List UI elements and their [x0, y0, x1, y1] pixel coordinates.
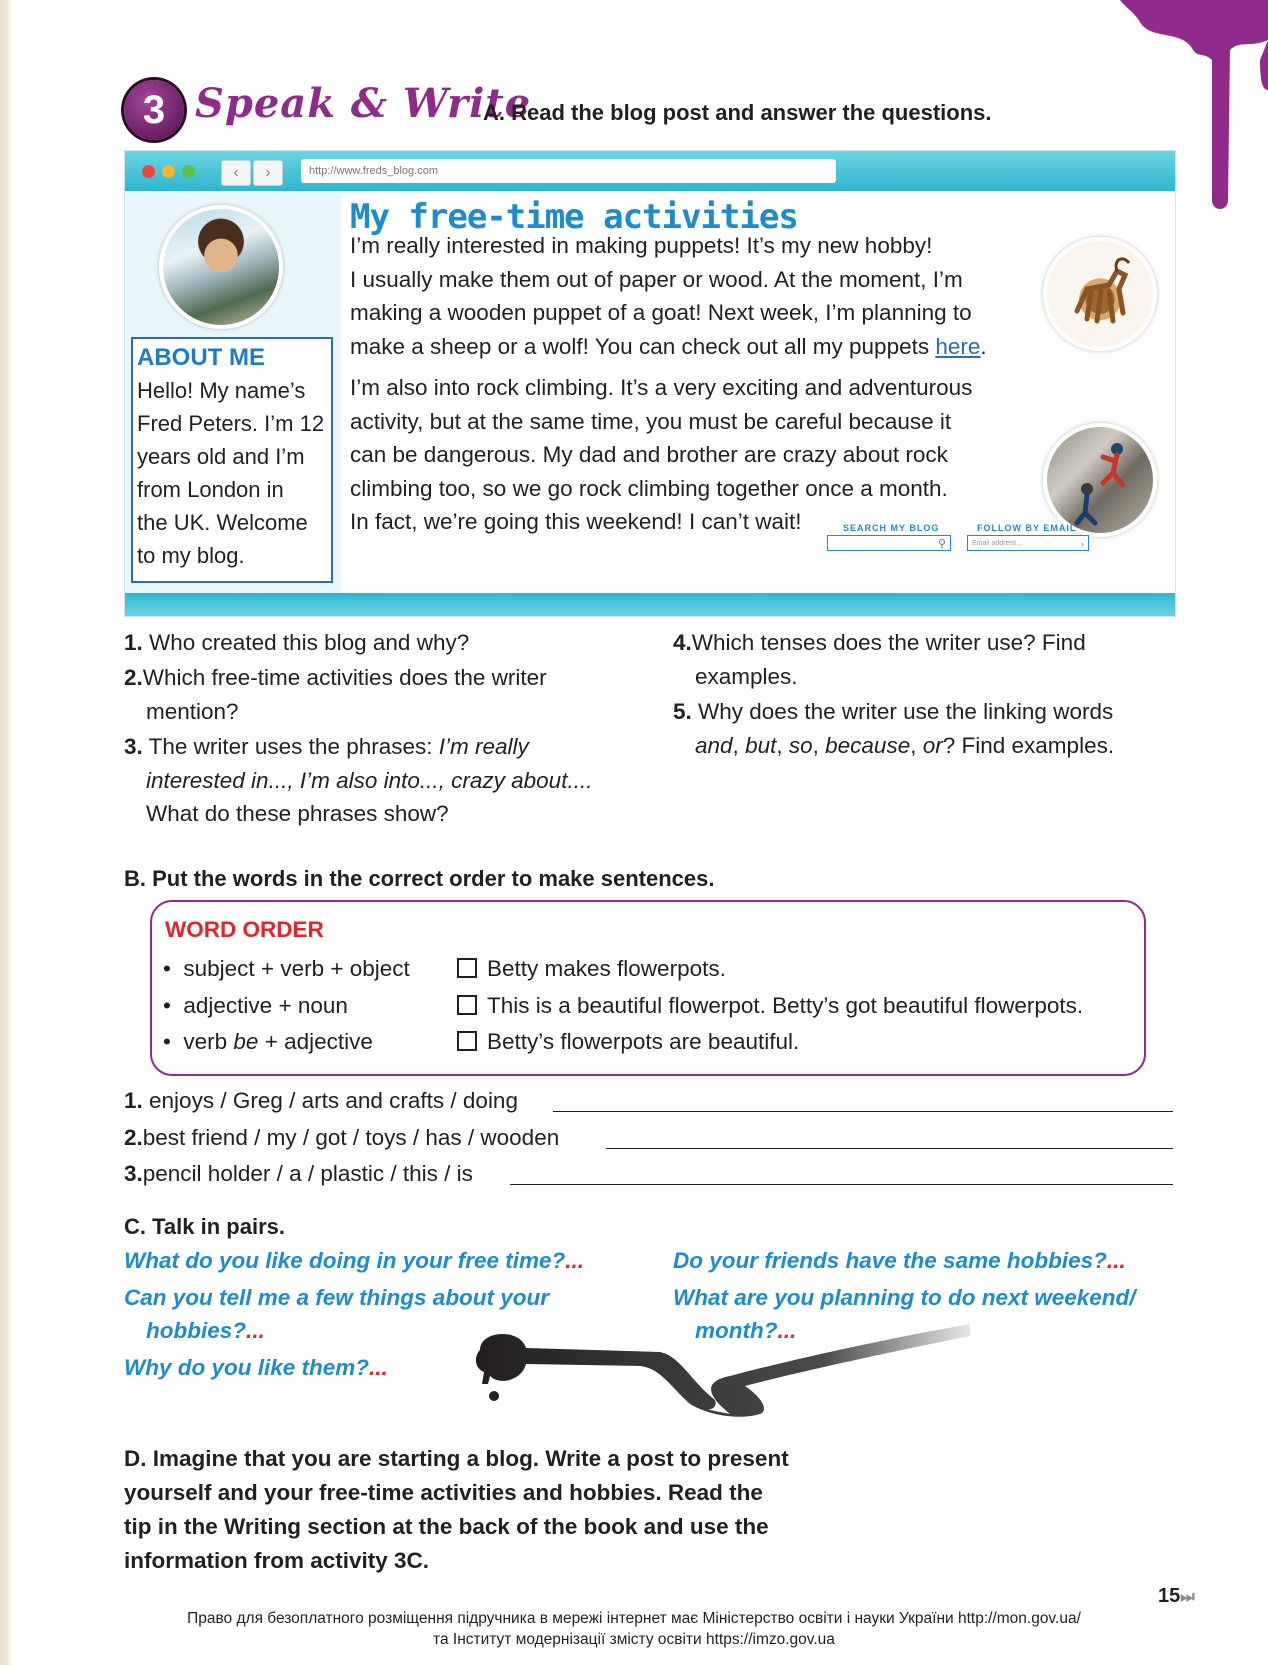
question-text: mention? — [146, 698, 239, 724]
paint-stroke-decoration — [460, 1320, 980, 1420]
back-button[interactable]: ‹ — [221, 160, 251, 186]
question-2 — [124, 661, 644, 728]
task-a-heading: A. Read the blog post and answer the questions. — [483, 100, 992, 125]
email-placeholder: Email address... — [972, 540, 1023, 547]
prompt-text: What are you planning to do next weekend/ — [673, 1285, 1136, 1310]
prompt-dots: ... — [246, 1318, 265, 1343]
prompt-text: What do you like doing in your free time? — [124, 1248, 566, 1273]
prompt-dots: ... — [565, 1248, 585, 1273]
rock-climbing-image — [1043, 423, 1157, 537]
blog-search-input[interactable] — [827, 535, 951, 551]
text-line: I’m also into rock climbing. It’s a very exciting and adventurous — [350, 375, 973, 400]
rule-text-italic: be — [233, 1029, 259, 1054]
task-d-instructions — [124, 1442, 844, 1578]
about-me-line: to my blog. — [137, 543, 245, 568]
text-line: I usually make them out of paper or wood. At the moment, I’m — [350, 266, 963, 292]
search-icon: ⚲ — [937, 538, 946, 550]
linking-word: but — [745, 732, 777, 758]
about-me-line: Fred Peters. I’m 12 — [137, 411, 325, 436]
blog-browser-window — [124, 150, 1176, 617]
exercise-text: best friend / my / got / toys / has / wooden — [142, 1125, 560, 1150]
prompt-text: Why do you like them? — [124, 1355, 370, 1380]
text-line: tip in the Writing section at the back of the book and use the — [124, 1514, 769, 1539]
question-text: Which free-time activities does the writer — [142, 665, 547, 690]
exercise-item — [124, 1125, 559, 1151]
puppets-link[interactable]: here — [935, 333, 981, 359]
talk-prompt — [124, 1244, 584, 1278]
about-me-line: Hello! My name’s — [137, 378, 306, 403]
about-me-line: years old and I’m — [137, 444, 305, 469]
rule-text: subject + verb + object — [183, 956, 410, 981]
about-me-box — [131, 337, 333, 583]
blog-post-title: My free-time activities — [350, 197, 798, 237]
answer-line[interactable] — [553, 1111, 1173, 1112]
section-title: Speak & Write — [195, 80, 532, 127]
exercise-item — [124, 1088, 518, 1114]
word-order-rule: • verb be + adjective — [163, 1029, 373, 1054]
exercise-text: enjoys / Greg / arts and crafts / doing — [149, 1088, 518, 1113]
goat-icon — [1047, 241, 1153, 347]
paper-edge — [0, 0, 12, 1665]
prompt-text: Do your friends have the same hobbies? — [673, 1248, 1107, 1273]
close-dot-icon[interactable] — [142, 165, 155, 178]
example-text: Betty’s flowerpots are beautiful. — [487, 1029, 800, 1054]
linking-word: or — [922, 732, 943, 758]
prompt-dots: ... — [1106, 1248, 1126, 1273]
text-line: information from activity 3C. — [124, 1548, 430, 1573]
minimize-dot-icon[interactable] — [162, 165, 175, 178]
text-line: making a wooden puppet of a goat! Next week, I’m planning to — [350, 300, 972, 325]
exercise-number: 1. — [124, 1088, 143, 1113]
exercise-text: pencil holder / a / plastic / this / is — [142, 1161, 473, 1186]
example-text: This is a beautiful flowerpot. Betty’s got beautiful flowerpots. — [487, 993, 1084, 1018]
question-number: 1. — [124, 630, 143, 655]
maximize-dot-icon[interactable] — [182, 165, 195, 178]
about-me-line: from London in — [137, 477, 284, 502]
prompt-text: Can you tell me a few things about your — [124, 1285, 550, 1310]
blog-paragraph-1 — [350, 229, 1010, 363]
linking-word: because — [825, 732, 911, 758]
text-line — [350, 330, 1010, 364]
question-number: 2. — [124, 665, 143, 690]
text-line: climbing too, so we go rock climbing together once a month. — [350, 475, 948, 501]
talk-prompt — [146, 1314, 265, 1348]
word-order-rule: • adjective + noun — [163, 993, 348, 1018]
word-order-rule: • subject + verb + object — [163, 956, 410, 981]
answer-line[interactable] — [510, 1184, 1173, 1185]
rule-text: + adjective — [258, 1029, 373, 1054]
footer-line: та Інститут модернізації змісту освіти https://imzo.gov.ua — [433, 1631, 835, 1648]
page-number — [1158, 1585, 1195, 1608]
footer-line: Право для безоплатного розміщення підручника в мережі інтернет має Міністерство освіти і науки України http://mon.gov.ua/ — [187, 1610, 1081, 1627]
avatar — [159, 205, 283, 329]
question-text: The writer uses the phrases: — [148, 734, 439, 759]
prompt-dots: ... — [777, 1318, 797, 1343]
exercise-number: 3. — [124, 1161, 143, 1186]
talk-prompt — [673, 1281, 1136, 1315]
climber-icon — [1047, 427, 1153, 533]
text-line: In fact, we’re going this weekend! I can’t wait! — [350, 509, 802, 534]
phrase-italic: I’m really — [438, 734, 529, 759]
word-order-example — [457, 956, 726, 982]
rule-text: verb — [183, 1029, 234, 1054]
blog-paragraph-2 — [350, 371, 1010, 539]
checkbox-icon[interactable] — [457, 958, 477, 978]
browser-footer-bar — [125, 593, 1175, 616]
question-number: 4. — [673, 630, 692, 655]
rule-text: adjective + noun — [183, 993, 348, 1018]
question-1 — [124, 626, 644, 660]
text-line: D. Imagine that you are starting a blog. Write a post to present — [124, 1446, 789, 1471]
prompt-text: hobbies? — [146, 1318, 246, 1343]
word-order-title: WORD ORDER — [165, 917, 324, 942]
url-bar[interactable]: http://www.freds_blog.com — [301, 159, 836, 183]
forward-button[interactable]: › — [253, 160, 283, 186]
word-order-example — [457, 1029, 799, 1055]
linking-word: and — [695, 732, 733, 758]
exercise-item — [124, 1161, 473, 1187]
follow-by-email-label: FOLLOW BY EMAIL — [977, 523, 1077, 533]
talk-prompt — [124, 1281, 549, 1315]
task-c-heading: C. Talk in pairs. — [124, 1214, 285, 1239]
text-line: activity, but at the same time, you must be careful because it — [350, 408, 952, 434]
chevron-right-icon: › — [1081, 539, 1084, 549]
question-4 — [673, 626, 1173, 693]
linking-word: so — [788, 732, 813, 758]
search-my-blog-label: SEARCH MY BLOG — [843, 523, 940, 533]
question-text: What do these phrases show? — [146, 801, 449, 826]
next-page-icon[interactable]: ⏭ — [1180, 1589, 1195, 1606]
about-me-line: the UK. Welcome — [137, 510, 308, 535]
talk-prompt — [124, 1351, 388, 1385]
question-text: interested in..., I’m also into..., crazy about.... — [146, 767, 593, 793]
question-text: Who created this blog and why? — [149, 630, 470, 655]
exercise-number: 2. — [124, 1125, 143, 1150]
text-segment: . — [980, 333, 987, 359]
prompt-text: month? — [695, 1318, 778, 1343]
email-field[interactable] — [967, 535, 1089, 551]
goat-puppet-image — [1043, 237, 1157, 351]
text-line: can be dangerous. My dad and brother are crazy about rock — [350, 442, 948, 467]
question-5 — [673, 695, 1173, 762]
answer-line[interactable] — [606, 1148, 1173, 1149]
text-line: I’m really interested in making puppets! It’s my new hobby! — [350, 233, 933, 258]
question-text: Which tenses does the writer use? Find — [691, 630, 1086, 655]
question-3 — [124, 730, 644, 831]
word-order-example — [457, 993, 1083, 1019]
browser-toolbar — [125, 151, 1175, 191]
question-number: 3. — [124, 734, 143, 759]
talk-prompt — [673, 1244, 1126, 1278]
example-text: Betty makes flowerpots. — [487, 956, 726, 981]
text-line: yourself and your free-time activities and hobbies. Read the — [124, 1480, 763, 1505]
checkbox-icon[interactable] — [457, 995, 477, 1015]
question-text: examples. — [695, 663, 798, 689]
page-number-text: 15 — [1158, 1585, 1181, 1607]
blog-sidebar — [125, 191, 341, 593]
about-me-title: ABOUT ME — [137, 344, 265, 371]
text-segment: make a sheep or a wolf! You can check out all my puppets — [350, 333, 936, 359]
prompt-dots: ... — [369, 1355, 388, 1380]
checkbox-icon[interactable] — [457, 1031, 477, 1051]
linking-words-line: and, but, so, because, or? Find examples. — [695, 732, 1115, 758]
question-number: 5. — [673, 699, 692, 724]
task-b-heading: B. Put the words in the correct order to make sentences. — [124, 866, 715, 891]
section-number-badge: 3 — [124, 80, 184, 140]
question-text: Why does the writer use the linking words — [698, 699, 1114, 724]
question-text: ? Find examples. — [942, 732, 1115, 758]
